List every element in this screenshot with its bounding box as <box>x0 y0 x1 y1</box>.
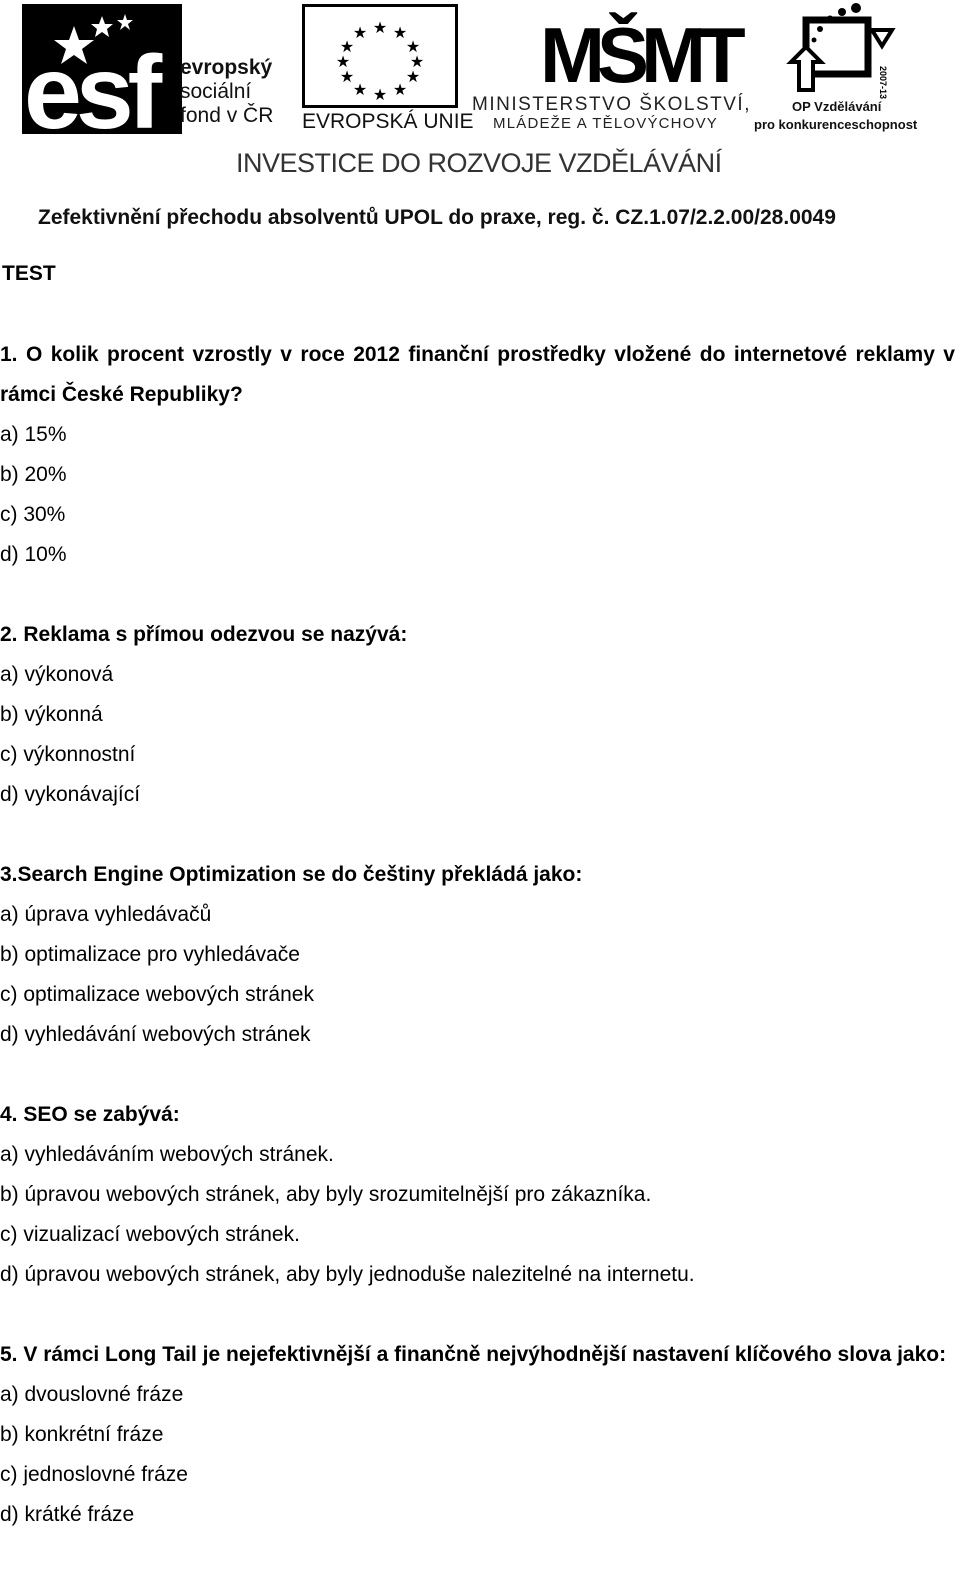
svg-text:★: ★ <box>392 82 408 99</box>
project-title: Zefektivnění přechodu absolventů UPOL do praxe, reg. č. CZ.1.07/2.2.00/28.0049 <box>38 206 836 229</box>
svg-text:★: ★ <box>409 54 425 71</box>
question-text: 4. SEO se zabývá: <box>0 1103 180 1126</box>
answer-option: b) úpravou webových stránek, aby byly srozumitelnější pro zákazníka. <box>0 1183 652 1206</box>
op-line2: pro konkurenceschopnost <box>754 117 918 132</box>
spacer <box>0 815 955 855</box>
question-text: 5. V rámci Long Tail je nejefektivnější a finančně nejvýhodnější nastavení klíčového slova jako: <box>0 1343 947 1366</box>
question-text: 2. Reklama s přímou odezvou se nazývá: <box>0 623 408 646</box>
svg-text:★: ★ <box>339 39 355 56</box>
svg-text:★: ★ <box>335 54 351 71</box>
svg-text:★: ★ <box>405 39 421 56</box>
answer-option: c) optimalizace webových stránek <box>0 983 314 1006</box>
answer-option: a) 15% <box>0 423 67 446</box>
esf-text <box>180 56 273 128</box>
msmt-logo <box>540 4 738 99</box>
answer-option: c) vizualizací webových stránek. <box>0 1223 300 1246</box>
esf-wordmark: esf <box>24 35 157 151</box>
answer-option: b) 20% <box>0 463 67 486</box>
svg-text:★: ★ <box>339 69 355 86</box>
answer-option: c) jednoslovné fráze <box>0 1463 188 1486</box>
svg-text:★: ★ <box>372 20 388 37</box>
esf-line3: fond v ČR <box>180 104 274 127</box>
op-mark-icon <box>786 2 896 100</box>
question-2 <box>0 615 955 815</box>
answer-option: c) výkonnostní <box>0 743 136 766</box>
answer-option: b) optimalizace pro vyhledávače <box>0 943 300 966</box>
answer-option: a) výkonová <box>0 663 114 686</box>
esf-line1: evropský <box>180 56 273 79</box>
op-year: 2007-13 <box>878 66 888 100</box>
svg-text:★: ★ <box>372 87 388 104</box>
question-text: 3.Search Engine Optimization se do češtiny překládá jako: <box>0 863 583 886</box>
svg-text:★: ★ <box>392 25 408 42</box>
answer-option: d) vykonávající <box>0 783 141 806</box>
question-text: 1. O kolik procent vzrostly v roce 2012 finanční prostředky vložené do internetové reklamy v rámci České Republiky? <box>0 343 955 406</box>
svg-text:★: ★ <box>352 25 368 42</box>
msmt-wordmark: MŠMT <box>540 11 738 99</box>
question-4 <box>0 1095 955 1295</box>
eu-label: EVROPSKÁ UNIE <box>302 110 474 133</box>
answer-option: d) krátké fráze <box>0 1503 135 1526</box>
answer-option: a) dvouslovné fráze <box>0 1383 184 1406</box>
msmt-line2: MLÁDEŽE A TĚLOVÝCHOVY <box>493 115 718 132</box>
answer-option: d) vyhledávání webových stránek <box>0 1023 311 1046</box>
answer-option: b) konkrétní fráze <box>0 1423 164 1446</box>
svg-text:★: ★ <box>352 82 368 99</box>
esf-mark-icon <box>22 4 182 151</box>
slogan: INVESTICE DO ROZVOJE VZDĚLÁVÁNÍ <box>236 148 722 178</box>
svg-text:★: ★ <box>405 69 421 86</box>
answer-option: a) vyhledáváním webových stránek. <box>0 1143 334 1166</box>
answer-option: b) výkonná <box>0 703 103 726</box>
question-1 <box>0 335 955 575</box>
msmt-mark-icon <box>540 4 738 99</box>
eu-stars-icon <box>305 7 455 105</box>
answer-option: d) 10% <box>0 543 67 566</box>
question-5 <box>0 1335 955 1535</box>
op-line1: OP Vzdělávání <box>792 99 882 114</box>
spacer <box>0 1295 955 1335</box>
eu-flag-logo <box>302 4 458 108</box>
esf-line2: sociální <box>180 80 252 103</box>
op-logo <box>786 2 896 100</box>
question-3 <box>0 855 955 1055</box>
answer-option: c) 30% <box>0 503 66 526</box>
spacer <box>0 575 955 615</box>
answer-option: d) úpravou webových stránek, aby byly jednoduše nalezitelné na internetu. <box>0 1263 695 1286</box>
spacer <box>0 1055 955 1095</box>
msmt-line1: MINISTERSTVO ŠKOLSTVÍ, <box>472 94 751 115</box>
answer-option: a) úprava vyhledávačů <box>0 903 212 926</box>
question-list <box>0 335 955 1535</box>
page-title: TEST <box>2 262 56 285</box>
